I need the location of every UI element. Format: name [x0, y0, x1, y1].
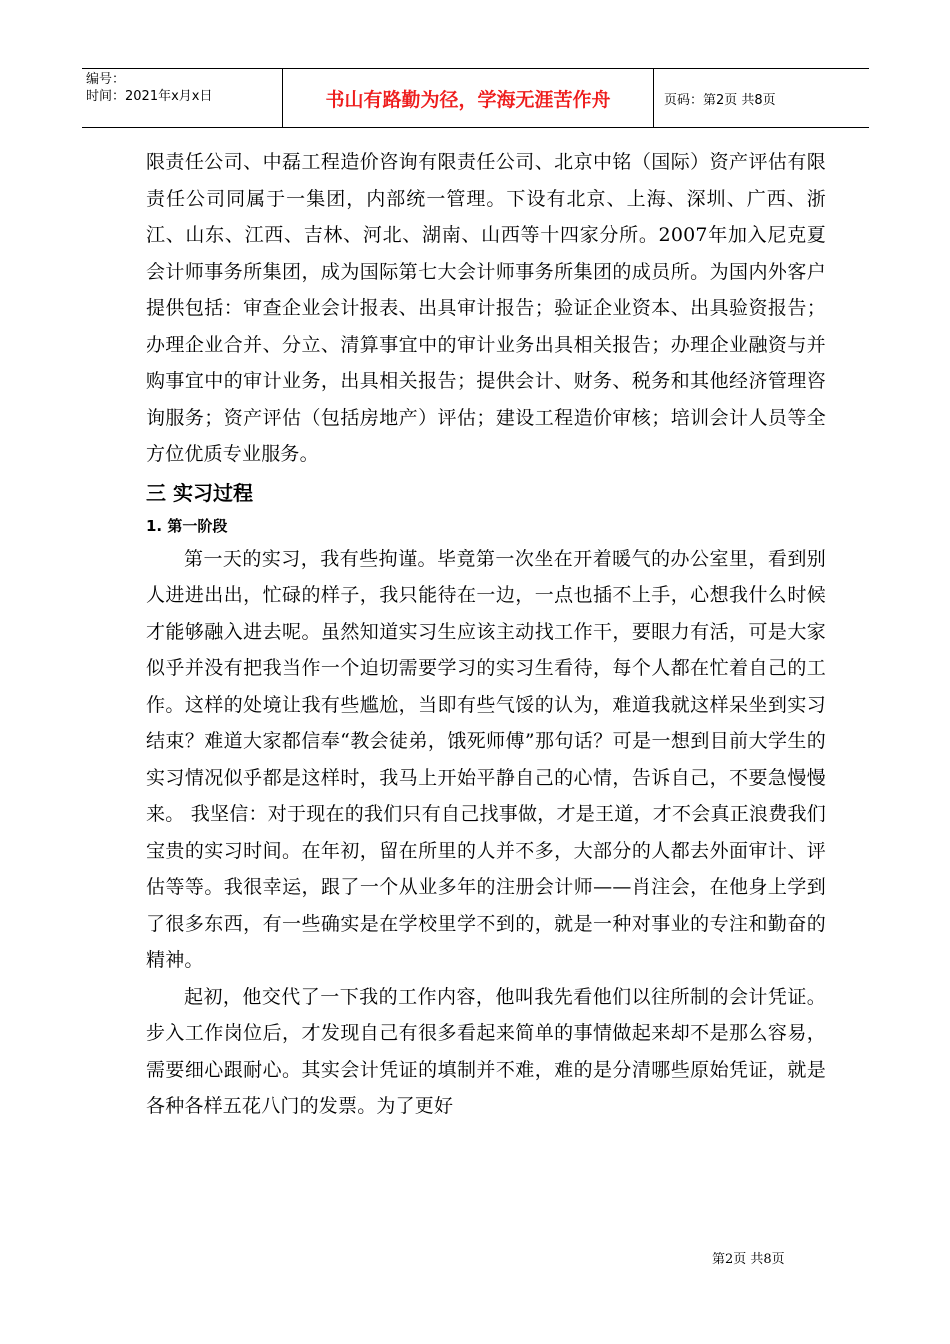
section-title: 三 实习过程	[146, 480, 253, 505]
header-motto: 书山有路勤为径，学海无涯苦作舟	[282, 69, 654, 127]
header-page-code: 页码：第2页 共8页	[664, 92, 776, 108]
paragraph-company-intro: 限责任公司、中磊工程造价咨询有限责任公司、北京中铭（国际）资产评估有限责任公司同属于一集团，内部统一管理。下设有北京、上海、深圳、广西、浙江、山东、江西、吉林、河北、湖南、山西等十四家分所。2007年加入尼克夏会计师事务所集团，成为国际第七大会计师事务所集团的成员所。为国内外客户提供包括：审查企业会计报表、出具审计报告；验证企业资本、出具验资报告；办理企业合并、分立、清算事宜中的审计业务出具相关报告；办理企业融资与并购事宜中的审计业务，出具相关报告；提供会计、财务、税务和其他经济管理咨询服务；资产评估（包括房地产）评估；建设工程造价审核；培训会计人员等全方位优质专业服务。	[146, 151, 826, 465]
page-header	[82, 68, 869, 128]
paragraph-first-day: 第一天的实习，我有些拘谨。毕竟第一次坐在开着暖气的办公室里，看到别人进进出出，忙碌的样子，我只能待在一边，一点也插不上手，心想我什么时候才能够融入进去呢。虽然知道实习生应该主动找工作干，要眼力有活，可是大家似乎并没有把我当作一个迫切需要学习的实习生看待，每个人都在忙着自己的工作。这样的处境让我有些尴尬，当即有些气馁的认为，难道我就这样呆坐到实习结束？难道大家都信奉“教会徒弟，饿死师傅”那句话？可是一想到目前大学生的实习情况似乎都是这样时，我马上开始平静自己的心情，告诉自己，不要急慢慢来。 我坚信：对于现在的我们只有自己找事做，才是王道，才不会真正浪费我们宝贵的实习时间。在年初，留在所里的人并不多，大部分的人都去外面审计、评估等等。我很幸运，跟了一个从业多年的注册会计师——肖注会，在他身上学到了很多东西，有一些确实是在学校里学不到的，就是一种对事业的专注和勤奋的精神。	[146, 547, 826, 971]
document-body	[146, 144, 826, 1125]
date-label: 时间：2021年x月x日	[86, 89, 213, 104]
page-footer-number: 第2页 共8页	[712, 1252, 785, 1267]
paragraph-work-content: 起初，他交代了一下我的工作内容，他叫我先看他们以往所制的会计凭证。步入工作岗位后，才发现自己有很多看起来简单的事情做起来却不是那么容易，需要细心跟耐心。其实会计凭证的填制并不难，难的是分清哪些原始凭证，就是各种各样五花八门的发票。为了更好	[146, 985, 826, 1117]
serial-number-label: 编号：	[86, 72, 126, 87]
subsection-title: 1. 第一阶段	[146, 516, 228, 535]
header-meta	[82, 69, 282, 127]
